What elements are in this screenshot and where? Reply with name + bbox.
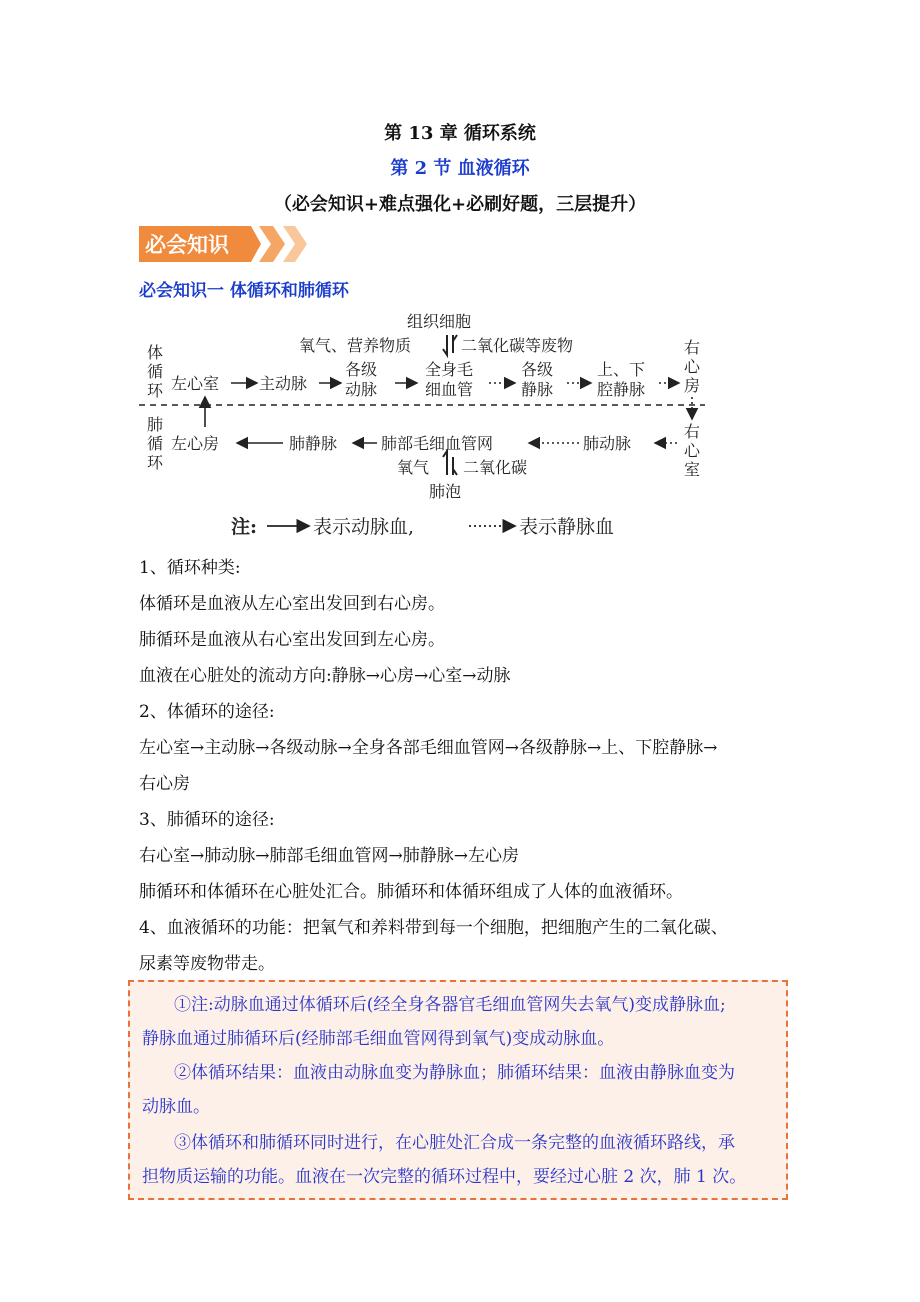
left-atrium: 左心房 [171,434,220,453]
note-line-5: ③体循环和肺循环同时进行，在心脏处汇合成一条完整的血液循环路线，承 [174,1133,735,1153]
body-line-9: 右心室→肺动脉→肺部毛细血管网→肺静脉→左心房 [139,846,519,866]
body-line-2: 体循环是血液从左心室出发回到右心房。 [139,594,445,614]
body-line-12: 尿素等废物带走。 [139,954,275,974]
arteries-1: 各级 [345,360,378,379]
left-ventricle: 左心室 [171,374,220,393]
systemic-label-2: 循 [147,362,164,381]
co2-waste-label: 二氧化碳等废物 [461,336,574,355]
pulmonary-label-3: 环 [147,453,164,472]
ra-label-2: 心 [684,357,701,376]
systemic-label-1: 体 [147,343,164,362]
ra-label-3: 房 [684,376,701,395]
tissue-cell-label: 组织细胞 [407,312,472,331]
pulmonary-vein: 肺静脉 [289,434,338,453]
note-line-3: ②体循环结果：血液由动脉血变为静脉血；肺循环结果：血液由静脉血变为 [174,1063,735,1083]
body-line-11: 4、血液循环的功能：把氧气和养料带到每一个细胞，把细胞产生的二氧化碳、 [139,918,728,938]
body-line-5: 2、体循环的途径: [139,702,275,722]
vena-cava-1: 上、下 [597,360,646,379]
legend-prefix: 注: [231,516,258,538]
note-line-4: 动脉血。 [142,1097,210,1117]
arteries-2: 动脉 [345,380,378,399]
note-box [128,980,788,1200]
body-line-7: 右心房 [139,774,190,794]
ra-label-1: 右 [684,338,701,357]
body-capillaries-2: 细血管 [425,380,474,399]
pulmonary-label-1: 肺 [147,415,164,434]
legend-venous: 表示静脉血 [519,516,615,538]
oxygen-nutrients-label: 氧气、营养物质 [299,336,412,355]
section-title: 第 2 节 血液循环 [390,158,530,179]
chapter-title: 第 13 章 循环系统 [384,123,536,144]
body-line-6: 左心室→主动脉→各级动脉→全身各部毛细血管网→各级静脉→上、下腔静脉→ [139,738,718,758]
must-know-banner [139,226,319,262]
pulmonary-artery: 肺动脉 [583,434,632,453]
body-capillaries-1: 全身毛 [425,360,474,379]
pulmonary-label-2: 循 [147,434,164,453]
body-line-10: 肺循环和体循环在心脏处汇合。肺循环和体循环组成了人体的血液循环。 [139,882,683,902]
systemic-label-3: 环 [147,381,164,400]
oxygen-label: 氧气 [397,458,430,477]
subtitle: （必会知识+难点强化+必刷好题，三层提升） [273,194,647,215]
knowledge-heading: 必会知识一 体循环和肺循环 [139,281,349,301]
body-line-1: 1、循环种类: [139,558,241,578]
veins-2: 静脉 [521,380,554,399]
pulmonary-capillaries: 肺部毛细血管网 [381,434,494,453]
note-line-2: 静脉血通过肺循环后(经肺部毛细血管网得到氧气)变成动脉血。 [142,1029,615,1049]
note-line-6: 担物质运输的功能。血液在一次完整的循环过程中，要经过心脏 2 次，肺 1 次。 [142,1167,747,1187]
body-line-3: 肺循环是血液从右心室出发回到左心房。 [139,630,445,650]
alveoli-label: 肺泡 [429,482,462,501]
vena-cava-2: 腔静脉 [597,380,646,399]
body-line-8: 3、肺循环的途径: [139,810,275,830]
rv-label-2: 心 [684,441,701,460]
co2-label: 二氧化碳 [463,458,528,477]
aorta: 主动脉 [259,374,308,393]
circulation-diagram [139,305,711,545]
banner-label: 必会知识 [145,233,229,257]
rv-label-1: 右 [684,422,701,441]
body-line-4: 血液在心脏处的流动方向:静脉→心房→心室→动脉 [139,666,511,686]
legend-arterial: 表示动脉血, [313,516,415,538]
note-line-1: ①注:动脉血通过体循环后(经全身各器官毛细血管网失去氧气)变成静脉血; [174,995,726,1015]
veins-1: 各级 [521,360,554,379]
rv-label-3: 室 [684,460,701,479]
